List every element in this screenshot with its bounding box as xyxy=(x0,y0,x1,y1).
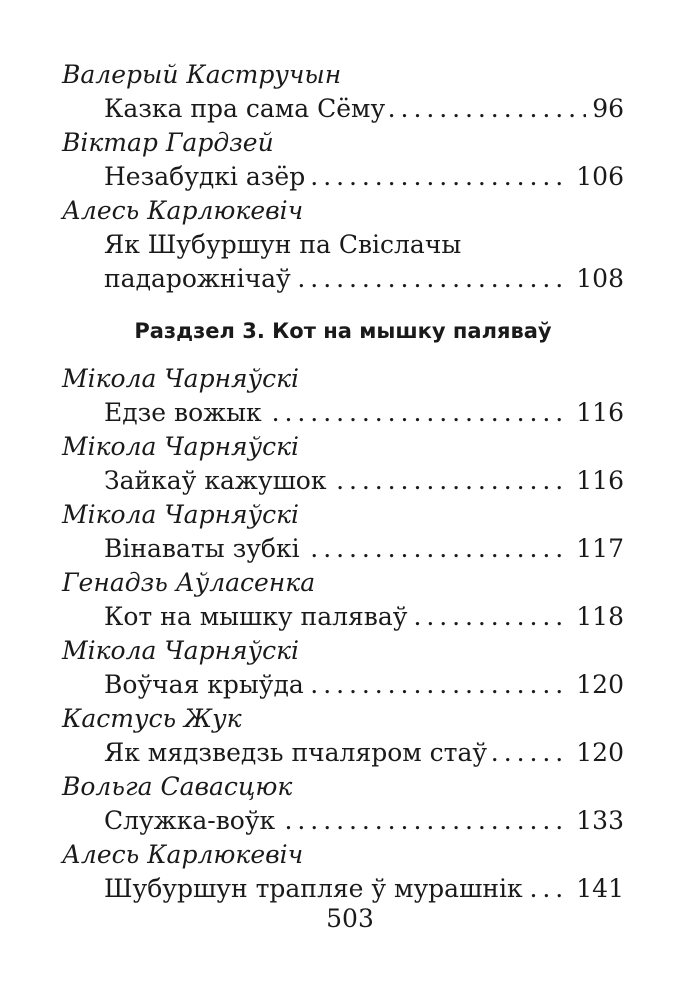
toc-entry xyxy=(104,464,624,498)
toc-entry xyxy=(104,160,624,194)
toc-entry xyxy=(104,532,624,566)
toc-entry xyxy=(104,804,624,838)
entry-page-number: 141 xyxy=(570,872,624,906)
author-name: Мікола Чарняўскі xyxy=(62,636,300,665)
author-name: Кастусь Жук xyxy=(62,704,242,733)
table-of-contents xyxy=(62,58,624,906)
entry-title: Служка-воўк xyxy=(104,806,278,835)
toc-entry xyxy=(104,600,624,634)
entry-title: Вінаваты зубкі xyxy=(104,534,303,563)
entry-page-number: 106 xyxy=(570,160,624,194)
entry-title: падарожнічаў xyxy=(104,264,294,293)
entry-page-number: 133 xyxy=(570,804,624,838)
toc-entry xyxy=(104,92,624,126)
entry-page-number: 120 xyxy=(570,668,624,702)
author-name: Вольга Савасцюк xyxy=(62,772,293,801)
toc-entry-line xyxy=(104,228,624,262)
entry-page-number: 96 xyxy=(586,92,624,126)
toc-entry xyxy=(104,262,624,296)
author-name: Мікола Чарняўскі xyxy=(62,500,300,529)
entry-title: Незабудкі азёр xyxy=(104,162,308,191)
entry-page-number: 118 xyxy=(570,600,624,634)
entry-title: Кот на мышку паляваў xyxy=(104,602,410,631)
author-name: Алесь Карлюкевіч xyxy=(62,840,304,869)
entry-page-number: 117 xyxy=(570,532,624,566)
section-heading: Раздзел 3. Кот на мышку паляваў xyxy=(134,319,552,343)
entry-title: Шубуршун трапляе ў мурашнік xyxy=(104,874,526,903)
author-name: Мікола Чарняўскі xyxy=(62,432,300,461)
author-name: Алесь Карлюкевіч xyxy=(62,196,304,225)
entry-title: Казка пра сама Сёму xyxy=(104,94,388,123)
author-name: Валерый Кастручын xyxy=(62,60,342,89)
toc-entry xyxy=(104,396,624,430)
toc-entry xyxy=(104,872,624,906)
page-number: 503 xyxy=(326,904,374,933)
entry-page-number: 116 xyxy=(570,464,624,498)
entry-title: Як Шубуршун па Свіслачы xyxy=(104,230,464,259)
entry-title: Воўчая крыўда xyxy=(104,670,307,699)
entry-title: Зайкаў кажушок xyxy=(104,466,330,495)
entry-page-number: 116 xyxy=(570,396,624,430)
toc-entry xyxy=(104,668,624,702)
entry-page-number: 108 xyxy=(570,262,624,296)
author-name: Генадзь Аўласенка xyxy=(62,568,316,597)
entry-title: Едзе вожык xyxy=(104,398,265,427)
author-name: Мікола Чарняўскі xyxy=(62,364,300,393)
author-name: Віктар Гардзей xyxy=(62,128,274,157)
toc-entry xyxy=(104,736,624,770)
entry-title: Як мядзведзь пчаляром стаў xyxy=(104,738,490,767)
entry-page-number: 120 xyxy=(570,736,624,770)
